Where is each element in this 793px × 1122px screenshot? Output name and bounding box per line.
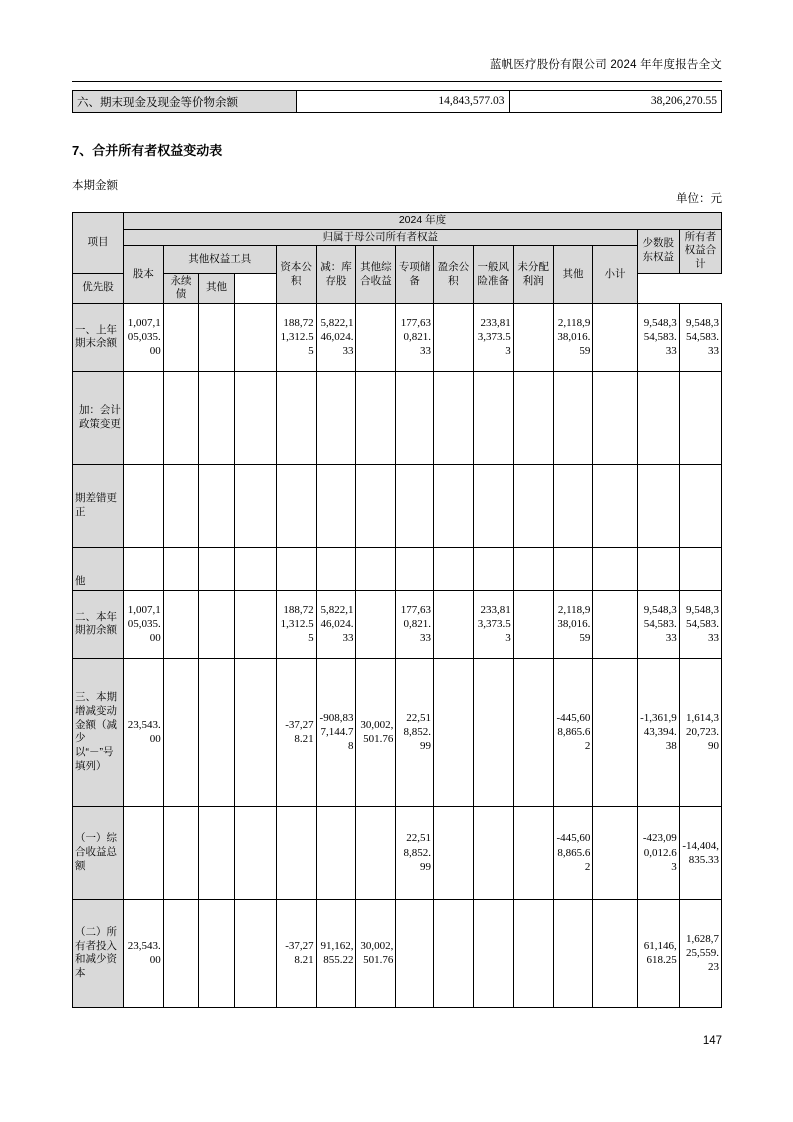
cell [163,658,198,806]
cell [316,371,356,464]
cell [356,547,396,590]
cell [637,547,679,590]
cell [679,371,721,464]
cell [593,590,637,658]
row-label: 他 [73,547,124,590]
header-row-columns [73,246,722,273]
cell [433,590,473,658]
table-row [73,806,722,899]
col-header-share-capital: 股本 [123,246,163,304]
cell [199,899,234,1007]
col-header-other: 其他 [553,246,593,304]
cell: 61,146,618.25 [637,899,679,1007]
carryover-label: 六、期末现金及现金等价物余额 [73,91,297,113]
cell [123,464,163,547]
cell [234,371,276,464]
row-label: （二）所有者投入和减少资本 [73,899,124,1007]
cell [234,547,276,590]
col-header-period: 2024 年度 [123,213,721,230]
col-header-capital-reserve: 资本公积 [276,246,316,304]
cell: 22,518,852.99 [396,658,434,806]
cell [637,371,679,464]
cell: 9,548,354,583.33 [637,303,679,371]
cell [593,303,637,371]
table-row [73,464,722,547]
cell [473,899,513,1007]
cell: 2,118,938,016.59 [553,590,593,658]
cell [553,547,593,590]
table-row [73,303,722,371]
table-row [73,899,722,1007]
col-header-perpetual-bond: 永续债 [163,273,198,303]
cell: 188,721,312.55 [276,590,316,658]
cell [199,590,234,658]
cell: 9,548,354,583.33 [679,590,721,658]
cell [679,464,721,547]
equity-statement-table-wrap [72,212,722,1008]
cell [396,464,434,547]
cell [316,806,356,899]
cell [593,371,637,464]
cell [234,658,276,806]
cell [316,547,356,590]
cell [356,371,396,464]
cell [199,371,234,464]
cell [473,806,513,899]
col-header-subtotal: 小计 [593,246,637,304]
cell [513,590,553,658]
cell [163,464,198,547]
cell [396,899,434,1007]
cell: 23,543.00 [123,899,163,1007]
table-row [73,371,722,464]
col-header-item: 项目 [73,213,124,274]
page-number: 147 [702,1035,722,1047]
col-header-other-instrument: 其他 [199,273,234,303]
cell: 177,630,821.33 [396,590,434,658]
cell [433,371,473,464]
cell [316,464,356,547]
cell [473,658,513,806]
cell [396,371,434,464]
cell [433,806,473,899]
cell [513,899,553,1007]
cell: 30,002,501.76 [356,658,396,806]
cell [553,371,593,464]
cell [473,371,513,464]
header-row-parent-group [73,229,722,246]
cell [396,547,434,590]
cell: 5,822,146,024.33 [316,303,356,371]
cell [593,547,637,590]
col-header-special-reserve: 专项储备 [396,246,434,304]
running-header: 蓝帆医疗股份有限公司 2024 年年度报告全文 [489,59,722,71]
cell [123,547,163,590]
cell [163,899,198,1007]
cell [513,371,553,464]
cell: 1,628,725,559.23 [679,899,721,1007]
cell: -1,361,943,394.38 [637,658,679,806]
cell [163,590,198,658]
col-header-undistributed-profit: 未分配利润 [513,246,553,304]
cell: 2,118,938,016.59 [553,303,593,371]
header-rule [72,81,722,82]
cell [123,371,163,464]
cell: 9,548,354,583.33 [679,303,721,371]
unit-label: 单位：元 [676,193,722,205]
cell [234,303,276,371]
row-label: （一）综合收益总额 [73,806,124,899]
row-label: 期差错更正 [73,464,124,547]
cell [199,464,234,547]
cell [356,806,396,899]
col-header-minority-interest: 少数股东权益 [637,229,679,273]
cell [593,464,637,547]
col-header-treasury-stock: 减：库存股 [316,246,356,304]
cell [163,303,198,371]
cell [163,806,198,899]
section-note: 本期金额 [72,180,118,192]
cell [433,303,473,371]
cell [199,547,234,590]
col-header-preferred-stock: 优先股 [73,273,124,303]
cell [356,590,396,658]
cell [433,899,473,1007]
cell: 1,007,105,035.00 [123,590,163,658]
equity-table-body [73,303,722,1007]
cell [163,371,198,464]
cell [433,464,473,547]
carryover-value-current: 14,843,577.03 [297,91,510,113]
cell: -445,608,865.62 [553,658,593,806]
col-header-other-comprehensive-income: 其他综合收益 [356,246,396,304]
cell [593,899,637,1007]
header-row-period [73,213,722,230]
cell [593,806,637,899]
cell: 233,813,373.53 [473,590,513,658]
cell [593,658,637,806]
cell [553,899,593,1007]
cell [433,547,473,590]
cell [513,303,553,371]
col-header-total-equity: 所有者权益合计 [679,229,721,273]
cell [513,464,553,547]
cell: 30,002,501.76 [356,899,396,1007]
cell: 91,162,855.22 [316,899,356,1007]
cell: -37,278.21 [276,658,316,806]
table-row [73,658,722,806]
cell [234,464,276,547]
cell [513,658,553,806]
cell: 1,007,105,035.00 [123,303,163,371]
cell [433,658,473,806]
cell [234,590,276,658]
row-label: 三、本期增减变动金额（减少以“－”号填列） [73,658,124,806]
cell: 177,630,821.33 [396,303,434,371]
col-header-other-equity-instruments: 其他权益工具 [163,246,276,273]
cell [679,547,721,590]
cell [473,464,513,547]
cell [553,464,593,547]
carryover-table [72,90,722,113]
table-row [73,590,722,658]
cell: 233,813,373.53 [473,303,513,371]
col-header-surplus-reserve: 盈余公积 [433,246,473,304]
row-label: 二、本年期初余额 [73,590,124,658]
cell: -445,608,865.62 [553,806,593,899]
row-label: 加：会计政策变更 [73,371,124,464]
section-title: 7、合并所有者权益变动表 [72,143,223,158]
cell [199,303,234,371]
cell: -423,090,012.63 [637,806,679,899]
cell: 1,614,320,723.90 [679,658,721,806]
equity-statement-table [72,212,722,1008]
cell: -908,837,144.78 [316,658,356,806]
cell: 188,721,312.55 [276,303,316,371]
table-row [73,547,722,590]
cell [234,806,276,899]
cell [513,806,553,899]
cell [356,464,396,547]
cell [473,547,513,590]
cell: 5,822,146,024.33 [316,590,356,658]
cell [513,547,553,590]
carryover-value-prior: 38,206,270.55 [509,91,722,113]
cell [163,547,198,590]
cell [199,806,234,899]
cell [123,806,163,899]
cell [276,371,316,464]
row-label: 一、上年期末余额 [73,303,124,371]
cell: 23,543.00 [123,658,163,806]
cell [234,899,276,1007]
table-row [73,91,722,113]
cell: -14,404,835.33 [679,806,721,899]
col-header-parent-group: 归属于母公司所有者权益 [123,229,637,246]
cell: 22,518,852.99 [396,806,434,899]
cell [356,303,396,371]
cell [276,464,316,547]
cell [276,806,316,899]
cell: -37,278.21 [276,899,316,1007]
col-header-general-risk-reserve: 一般风险准备 [473,246,513,304]
cell: 9,548,354,583.33 [637,590,679,658]
cell [199,658,234,806]
cell [276,547,316,590]
cell [637,464,679,547]
